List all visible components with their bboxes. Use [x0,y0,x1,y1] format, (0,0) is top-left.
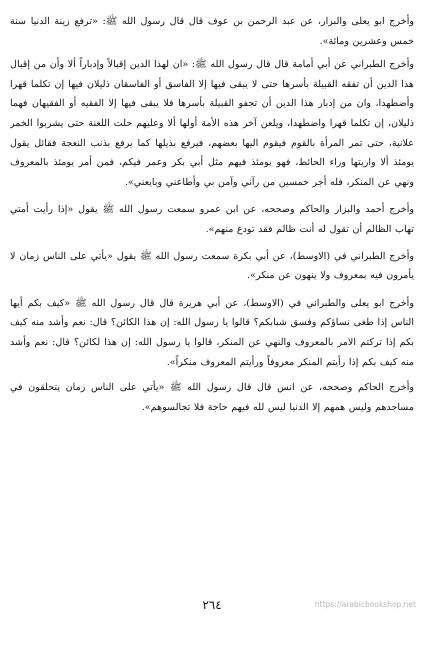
watermark-url: https://arabicbookshop.net [314,600,416,609]
paragraph-abu-yala-hadith: وأخرج ابو يعلى والبزار، عن عبد الرحمن بن عوف قال قال رسول الله ﷺ: «ترفع زينة الدنيا سنة خمس وعشرين ومائة». [10,16,414,47]
paragraph-hakim-anas-hadith: وأخرج الحاكم وصححه، عن انس قال قال رسول الله ﷺ «يأتي على الناس زمان يتحلقون في مساجدهم وليس همهم إلا الدنيا ليس لله فيهم حاجة فلا تجالسوهم». [10,382,414,413]
paragraph-tabarani-abu-bakra-hadith: وأخرج الطبراني في (الاوسط)، عن أبي بكرة سمعت رسول الله ﷺ يقول «يأتي على الناس زمان لا يأمرون فيه بمعروف ولا ينهون عن منكر». [10,250,414,282]
paragraph-abu-hurayra-hadith: وأخرج ابو يعلى والطبراني في (الاوسط)، عن أبي هريرة قال قال رسول الله ﷺ «كيف بكم أيها الناس إذا طغى نساؤكم وفسق شبابكم؟ قالوا يا رسول الله: إن هذا الكائن؟ قال: نعم وأشد منه كيف بكم إذا تركتم الامر بالمعروف والنهي عن المنكر، قالوا يا رسول الله: إن هذا لكائن؟ قال: نعم وأشد منه كيف بكم إذا رأيتم المنكر معروفاً ورأيتم المعروف منكراً». [10,297,414,368]
page-number: ٢٦٤ [202,598,222,612]
paragraph-ahmad-ibn-amr-hadith: وأخرج أحمد والبزار والحاكم وصححه، عن ابن عمرو سمعت رسول الله ﷺ يقول «إذا رأيت أمتي تهاب الظالم أن تقول له أنت ظالم فقد تودع منهم». [10,204,414,235]
document-page [10,12,414,637]
paragraph-tabarani-abu-umama-hadith: وأخرج الطبراني عن أبي أمامة قال قال رسول الله ﷺ: «ان لهذا الدين إقبالاً وإدباراً ألا وأن من إقبال هذا الدين أن تفقه القبيلة بأسرها حتى لا يبقى فيها إلا الفاسق أو الفاسقان ذليلان فيها إن تكلما قهرا وأضطهدا، وان من إدبار هذا الدين أن تجفو القبيلة بأسرها فلا يبقى فيها إلا الفقيه أو الفقيهان فهما ذليلان، إن تكلما قهرا واضطهدا، ويلعن آخر هذه الأمة أولها ألا وعليهم حلت اللعنة حتى يشربوا الخمر علانية، حتى تمر المرأة بالقوم فيقوم اليها بعضهم، فيرفع بذيلها كما يرفع بذنب النعجة فقائل يقول يومئذ ألا واريتها وراء الحائط، فهو يومئذ فيهم مثل أبي بكر وعمر فيكم، فمن أمر يومئذ بالمعروف ونهي عن المنكر، فله أجر خمسين من رآني وآمن بي وأطاعني وبايعني». [10,59,414,188]
